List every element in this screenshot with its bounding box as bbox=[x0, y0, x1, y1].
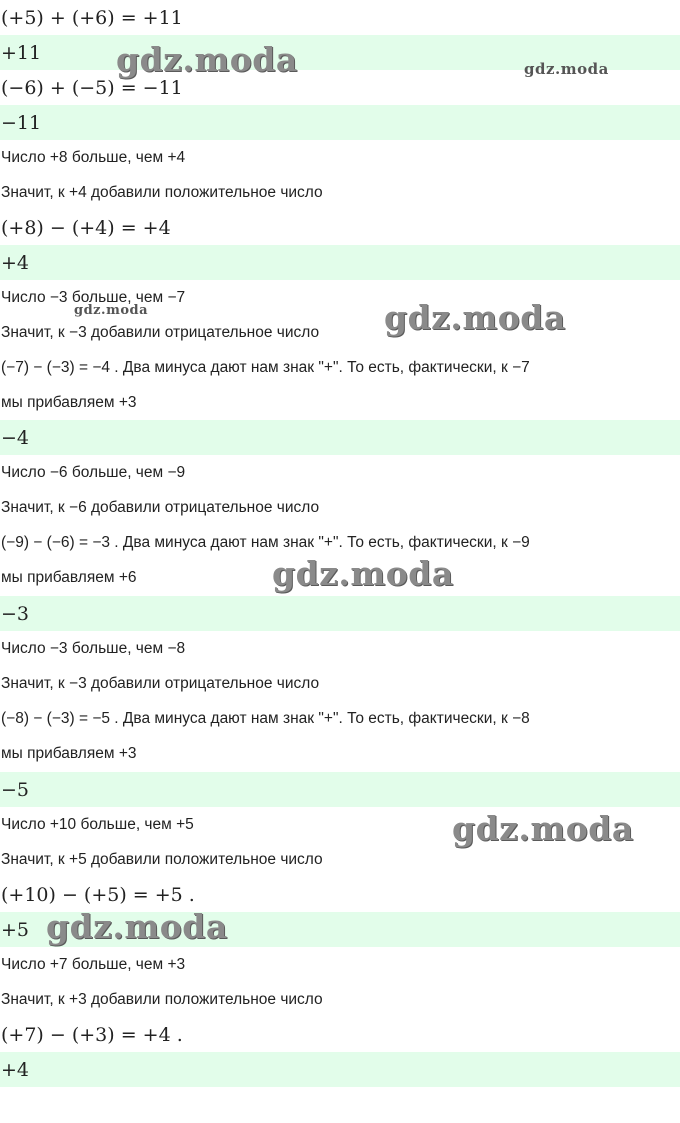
text-line: Число −3 больше, чем −7 bbox=[1, 288, 186, 306]
answer-line: −5 bbox=[0, 772, 680, 807]
text-line: Значит, к −6 добавили отрицательное число bbox=[1, 498, 320, 516]
equation-line: (−6) + (−5) = −11 bbox=[1, 76, 183, 99]
equation-line: (+7) − (+3) = +4 . bbox=[1, 1023, 183, 1046]
text-line: Число +10 больше, чем +5 bbox=[1, 815, 194, 833]
watermark-logo: gdz.moda bbox=[524, 60, 609, 78]
text-line: Число +7 больше, чем +3 bbox=[1, 955, 186, 973]
text-line: (−9) − (−6) = −3 . Два минуса дают нам знак "+". То есть, фактически, к −9 bbox=[1, 533, 530, 551]
answer-line: +4 bbox=[0, 1052, 680, 1087]
text-line: (−8) − (−3) = −5 . Два минуса дают нам знак "+". То есть, фактически, к −8 bbox=[1, 709, 530, 727]
watermark-logo: gdz.moda bbox=[74, 303, 149, 318]
text-line: Число +8 больше, чем +4 bbox=[1, 148, 186, 166]
text-line: (−7) − (−3) = −4 . Два минуса дают нам знак "+". То есть, фактически, к −7 bbox=[1, 358, 530, 376]
text-line: Число −6 больше, чем −9 bbox=[1, 463, 186, 481]
answer-line: −11 bbox=[0, 105, 680, 140]
watermark-logo: gdz.moda bbox=[384, 298, 566, 337]
watermark-logo: gdz.moda bbox=[452, 809, 634, 848]
answer-line: +11 bbox=[0, 35, 680, 70]
text-line: Число −3 больше, чем −8 bbox=[1, 639, 186, 657]
answer-line: −4 bbox=[0, 420, 680, 455]
answer-line: +5 bbox=[0, 912, 680, 947]
text-line: мы прибавляем +3 bbox=[1, 744, 137, 762]
watermark-logo: gdz.moda bbox=[46, 907, 228, 946]
text-line: мы прибавляем +3 bbox=[1, 393, 137, 411]
text-line: Значит, к +3 добавили положительное число bbox=[1, 990, 323, 1008]
answer-line: −3 bbox=[0, 596, 680, 631]
text-line: мы прибавляем +6 bbox=[1, 568, 137, 586]
text-line: Значит, к −3 добавили отрицательное число bbox=[1, 674, 320, 692]
text-line: Значит, к +4 добавили положительное число bbox=[1, 183, 323, 201]
equation-line: (+5) + (+6) = +11 bbox=[1, 6, 183, 29]
equation-line: (+8) − (+4) = +4 bbox=[1, 216, 171, 239]
text-line: Значит, к +5 добавили положительное число bbox=[1, 850, 323, 868]
text-line: Значит, к −3 добавили отрицательное число bbox=[1, 323, 320, 341]
answer-line: +4 bbox=[0, 245, 680, 280]
equation-line: (+10) − (+5) = +5 . bbox=[1, 883, 195, 906]
watermark-logo: gdz.moda bbox=[272, 554, 454, 593]
watermark-logo: gdz.moda bbox=[116, 40, 298, 79]
